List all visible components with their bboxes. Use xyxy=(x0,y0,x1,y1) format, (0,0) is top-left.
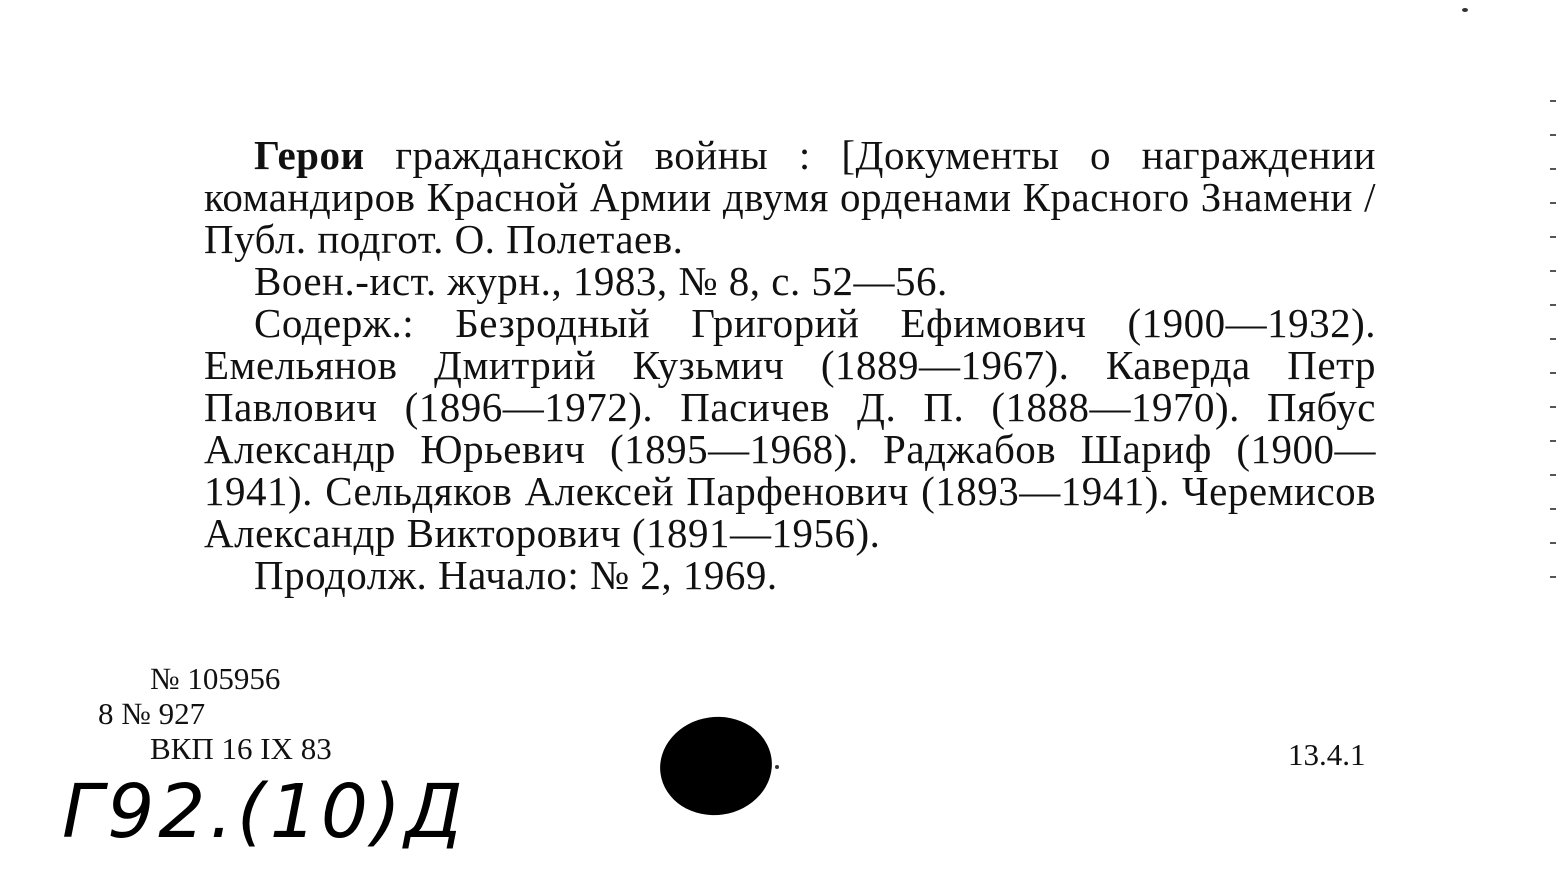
issue-number: 8 № 927 xyxy=(98,696,206,731)
entry-heading-word: Герои xyxy=(254,132,365,178)
edge-marks xyxy=(1550,100,1556,640)
entry-source: Воен.-ист. журн., 1983, № 8, с. 52—56. xyxy=(254,258,948,304)
bibliographic-entry xyxy=(204,134,1376,596)
entry-contents: Содерж.: Безродный Григорий Ефимович (1900—1932). Емельянов Дмитрий Кузьмич (1889—1967). Каверда Петр Павлович (1896—1972). Пасичев Д. П. (1888—1970). Пябус Александр Юрьевич (1895—1968). Раджабов Шариф (1900—1941). Сельдяков Алексей Парфенович (1893—1941). Черемисов Александр Викторович (1891—1956). xyxy=(204,300,1376,556)
entry-title-text: гражданской войны : [Документы о награждении командиров Красной Армии двумя орденами Красного Знамени / Публ. подгот. О. Полетаев. xyxy=(204,132,1376,262)
classification-code: 13.4.1 xyxy=(1288,737,1366,772)
entry-title xyxy=(204,134,1376,260)
speck-mark xyxy=(1462,8,1468,12)
entry-continuation: Продолж. Начало: № 2, 1969. xyxy=(254,552,778,598)
record-number: № 105956 xyxy=(150,661,281,696)
speck-mark xyxy=(775,765,779,769)
date-stamp: ВКП 16 IX 83 xyxy=(150,731,332,766)
handwritten-shelf-mark: Г92.(10)Д xyxy=(62,769,467,855)
punch-hole xyxy=(654,710,779,823)
